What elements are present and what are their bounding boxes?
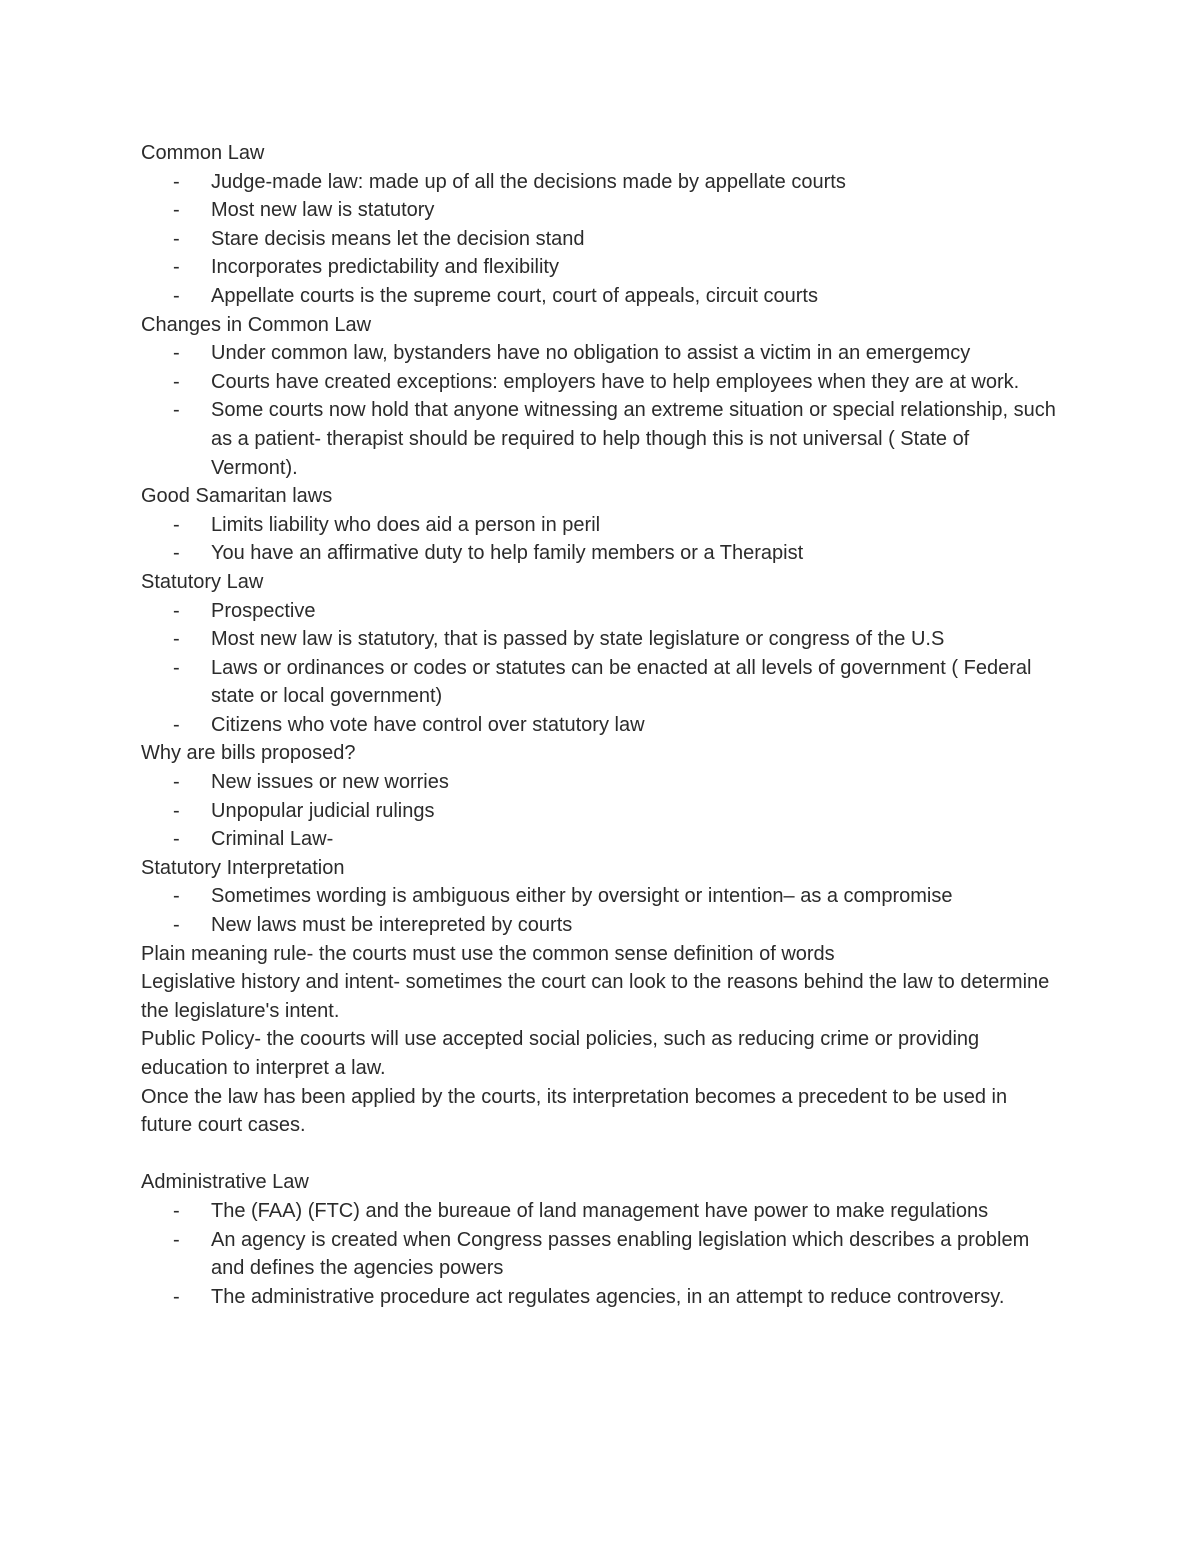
list-item-text: Prospective xyxy=(211,599,316,622)
list-item xyxy=(141,339,1061,368)
list-item xyxy=(141,825,1061,854)
bullet-dash: - xyxy=(173,199,180,222)
list-item-text: Courts have created exceptions: employers have to help employees when they are at work. xyxy=(211,370,1020,393)
document-content xyxy=(141,139,1061,1311)
list-item-text: You have an affirmative duty to help family members or a Therapist xyxy=(211,542,804,565)
bullet-dash: - xyxy=(173,399,180,422)
list-item-text: New laws must be interepreted by courts xyxy=(211,914,573,937)
list-item xyxy=(141,1283,1061,1312)
list-item xyxy=(141,1226,1061,1283)
list-item xyxy=(141,225,1061,254)
paragraph-plain-meaning-rule: Plain meaning rule- the courts must use the common sense definition of words xyxy=(141,942,835,965)
bullet-list-common-law xyxy=(141,168,1061,311)
bullet-dash: - xyxy=(173,370,180,393)
section-heading-administrative-law: Administrative Law xyxy=(141,1171,309,1194)
bullet-list-statutory-interpretation xyxy=(141,882,1061,939)
bullet-dash: - xyxy=(173,713,180,736)
list-item-text: Stare decisis means let the decision stand xyxy=(211,227,585,250)
list-item-text: Criminal Law- xyxy=(211,828,334,851)
list-item-text: Judge-made law: made up of all the decisions made by appellate courts xyxy=(211,170,846,193)
list-item xyxy=(141,196,1061,225)
section-heading-good-samaritan-laws: Good Samaritan laws xyxy=(141,485,333,508)
list-item xyxy=(141,368,1061,397)
list-item xyxy=(141,511,1061,540)
list-item-text: The administrative procedure act regulates agencies, in an attempt to reduce controversy. xyxy=(211,1285,1005,1308)
list-item xyxy=(141,253,1061,282)
list-item-text: Under common law, bystanders have no obligation to assist a victim in an emergemcy xyxy=(211,342,971,365)
bullet-list-why-are-bills-proposed xyxy=(141,768,1061,854)
bullet-dash: - xyxy=(173,1285,180,1308)
list-item xyxy=(141,911,1061,940)
paragraph-legislative-history: Legislative history and intent- sometimes the court can look to the reasons behind the law to determine the legislature's intent. xyxy=(141,971,1050,1022)
bullet-dash: - xyxy=(173,1228,180,1251)
list-item xyxy=(141,396,1061,482)
paragraph-precedent: Once the law has been applied by the courts, its interpretation becomes a precedent to be used in future court cases. xyxy=(141,1085,1008,1137)
bullet-list-administrative-law xyxy=(141,1197,1061,1311)
list-item-text: New issues or new worries xyxy=(211,771,449,794)
blank-line xyxy=(141,1140,1061,1169)
list-item-text: Most new law is statutory, that is passed by state legislature or congress of the U.S xyxy=(211,628,945,651)
bullet-dash: - xyxy=(173,599,180,622)
bullet-list-changes-in-common-law xyxy=(141,339,1061,482)
list-item xyxy=(141,597,1061,626)
list-item-text: Incorporates predictability and flexibility xyxy=(211,256,559,279)
section-heading-changes-in-common-law: Changes in Common Law xyxy=(141,313,372,336)
list-item-text: Some courts now hold that anyone witnessing an extreme situation or special relationship, such as a patient- therapist should be required to help though this is not universal ( State of Vermont). xyxy=(211,399,1056,479)
bullet-dash: - xyxy=(173,256,180,279)
bullet-list-statutory-law xyxy=(141,597,1061,740)
bullet-dash: - xyxy=(173,1199,180,1222)
bullet-dash: - xyxy=(173,828,180,851)
bullet-dash: - xyxy=(173,170,180,193)
bullet-dash: - xyxy=(173,914,180,937)
list-item-text: An agency is created when Congress passes enabling legislation which describes a problem and defines the agencies powers xyxy=(211,1228,1030,1280)
list-item-text: Laws or ordinances or codes or statutes can be enacted at all levels of government ( Federal state or local government) xyxy=(211,656,1032,708)
list-item xyxy=(141,711,1061,740)
list-item-text: Limits liability who does aid a person in peril xyxy=(211,513,601,536)
list-item-text: Most new law is statutory xyxy=(211,199,435,222)
list-item-text: Citizens who vote have control over statutory law xyxy=(211,713,645,736)
section-heading-common-law: Common Law xyxy=(141,142,265,164)
section-heading-statutory-law: Statutory Law xyxy=(141,570,264,593)
bullet-dash: - xyxy=(173,284,180,307)
list-item xyxy=(141,1197,1061,1226)
bullet-dash: - xyxy=(173,227,180,250)
bullet-dash: - xyxy=(173,656,180,679)
list-item xyxy=(141,539,1061,568)
list-item xyxy=(141,797,1061,826)
bullet-dash: - xyxy=(173,628,180,651)
bullet-list-good-samaritan-laws xyxy=(141,511,1061,568)
list-item xyxy=(141,168,1061,197)
list-item xyxy=(141,282,1061,311)
bullet-dash: - xyxy=(173,513,180,536)
bullet-dash: - xyxy=(173,542,180,565)
list-item-text: The (FAA) (FTC) and the bureaue of land management have power to make regulations xyxy=(211,1199,989,1222)
list-item-text: Appellate courts is the supreme court, court of appeals, circuit courts xyxy=(211,284,818,307)
section-heading-why-are-bills-proposed: Why are bills proposed? xyxy=(141,742,356,765)
list-item xyxy=(141,882,1061,911)
list-item xyxy=(141,654,1061,711)
list-item xyxy=(141,625,1061,654)
bullet-dash: - xyxy=(173,885,180,908)
paragraph-public-policy: Public Policy- the coourts will use accepted social policies, such as reducing crime or providing education to interpret a law. xyxy=(141,1028,980,1079)
list-item xyxy=(141,768,1061,797)
section-heading-statutory-interpretation: Statutory Interpretation xyxy=(141,856,345,879)
list-item-text: Unpopular judicial rulings xyxy=(211,799,435,822)
bullet-dash: - xyxy=(173,799,180,822)
bullet-dash: - xyxy=(173,771,180,794)
list-item-text: Sometimes wording is ambiguous either by oversight or intention– as a compromise xyxy=(211,885,953,908)
bullet-dash: - xyxy=(173,342,180,365)
